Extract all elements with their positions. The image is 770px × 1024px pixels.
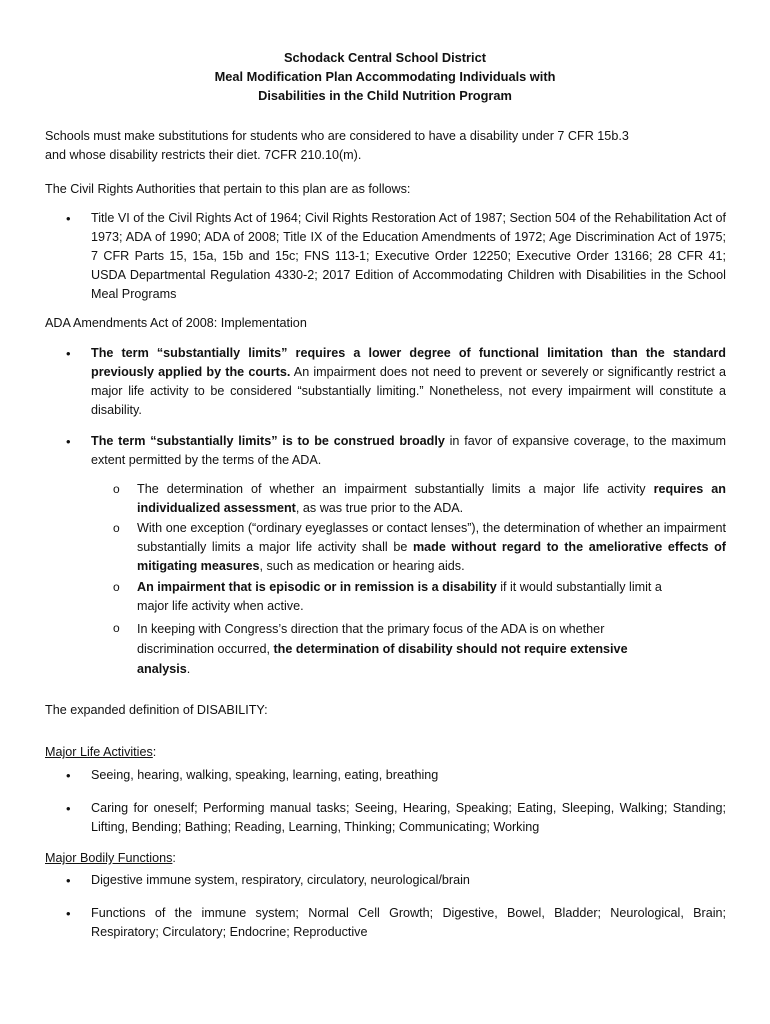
life-activities-heading [45,743,725,762]
sub-item-3-emphasis: An impairment that is episodic or in remission is a disability [137,580,497,594]
ada-sub-item-4 [137,619,667,679]
ada-list-item-1 [91,344,726,420]
life-activities-colon: : [152,745,157,759]
plan-title: Meal Modification Plan Accommodating Individuals with [214,69,556,84]
sub-item-1-emphasis: requires an individualized assessment [137,482,726,515]
bullet-icon [66,344,78,363]
definition-heading: The expanded definition of DISABILITY: [45,703,268,717]
sub-item-4-text-b: . [186,662,191,676]
ada-heading: ADA Amendments Act of 2008: Implementation [45,316,307,330]
ada-sub-item-2 [137,519,726,576]
bodily-functions-item-1: Digestive immune system, respiratory, circulatory, neurological/brain [91,873,470,887]
sub-item-2-text-b: , such as medication or hearing aids. [259,559,465,573]
sub-item-1-text-b: , as was true prior to the ADA. [295,501,464,515]
circle-bullet-icon [113,480,125,499]
life-activities-title: Major Life Activities [45,745,153,759]
life-activities-item-1: Seeing, hearing, walking, speaking, learning, eating, breathing [91,768,439,782]
civil-rights-heading: The Civil Rights Authorities that pertain to this plan are as follows: [45,182,411,196]
sub-item-4-text-a: In keeping with Congress’s direction that the primary focus of the ADA is on whether discrimination occurred, [137,622,605,656]
bodily-functions-heading [45,849,725,868]
sub-item-1-text-a: The determination of whether an impairment substantially limits a major life activity [137,482,654,496]
district-name: Schodack Central School District [284,50,486,65]
sub-item-3-text: if it would substantially limit a major life activity when active. [137,580,662,613]
bodily-functions-colon: : [172,851,176,865]
life-activities-item-2: Caring for oneself; Performing manual tasks; Seeing, Hearing, Speaking; Eating, Sleeping, Walking; Standing; Lifting, Bending; Bathing; Reading, Learning, Thinking; Communicating; Working [91,801,726,834]
ada-list-item-2 [91,432,726,470]
sub-item-2-text-a: With one exception (“ordinary eyeglasses or contact lenses”), the determination of whether an impairment substantially limits a major life activity shall be [137,521,726,554]
bullet-icon [66,799,78,818]
ada-item-1-text: An impairment does not need to prevent or severely or significantly restrict a major life activity to be considered “substantially limiting.” Nonetheless, not every impairment will constitute a disability. [91,365,726,417]
bullet-icon [66,871,78,890]
ada-sub-item-3 [137,578,667,616]
circle-bullet-icon [113,519,125,538]
intro-line-1: Schools must make substitutions for students who are considered to have a disability under 7 CFR 15b.3 [45,129,629,143]
intro-paragraph [45,127,725,165]
bullet-icon [66,904,78,923]
sub-item-2-emphasis: made without regard to the ameliorative effects of mitigating measures [137,540,726,573]
bodily-functions-item-2: Functions of the immune system; Normal Cell Growth; Digestive, Bowel, Bladder; Neurological, Brain; Respiratory; Circulatory; Endocrine; Reproductive [91,906,726,939]
ada-item-2-emphasis: The term “substantially limits” is to be construed broadly [91,434,445,448]
ada-item-2-text: in favor of expansive coverage, to the maximum extent permitted by the terms of the ADA. [91,434,726,467]
bullet-icon [66,766,78,785]
plan-subtitle: Disabilities in the Child Nutrition Program [258,88,512,103]
ada-sub-item-1 [137,480,726,518]
circle-bullet-icon [113,578,125,597]
bullet-icon [66,432,78,451]
document-header [0,48,770,105]
civil-rights-list-item: Title VI of the Civil Rights Act of 1964; Civil Rights Restoration Act of 1987; Section 504 of the Rehabilitation Act of 1973; ADA of 1990; ADA of 2008; Title IX of the Education Amendments of 1972; Age Discrimination Act of 1975; 7 CFR Parts 15, 15a, 15b and 15c; FNS 113-1; Executive Order 12250; Executive Order 13166; 28 CFR 41; USDA Departmental Regulation 4330-2; 2017 Edition of Accommodating Children with Disabilities in the School Meal Programs [91,211,726,301]
sub-item-4-emphasis: the determination of disability should not require extensive analysis [137,642,628,676]
bullet-icon [66,209,78,228]
bodily-functions-title: Major Bodily Functions [45,851,173,865]
intro-line-2: and whose disability restricts their diet. 7CFR 210.10(m). [45,148,362,162]
circle-bullet-icon [113,619,125,638]
ada-item-1-emphasis: The term “substantially limits” requires a lower degree of functional limitation than the standard previously applied by the courts. [91,346,726,379]
